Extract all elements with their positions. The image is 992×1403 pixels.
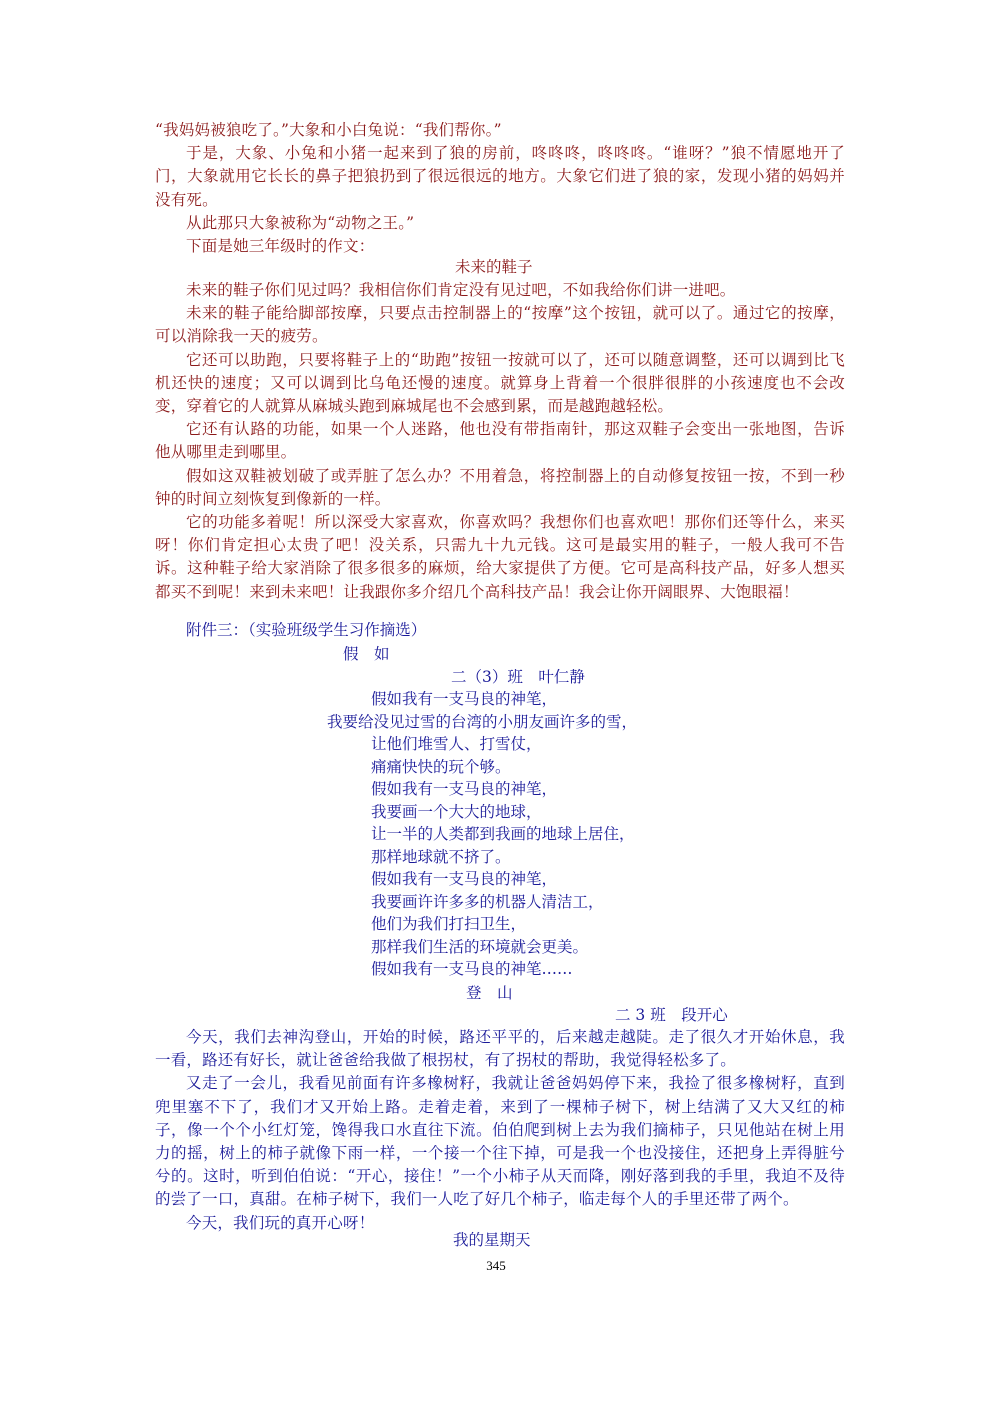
poem-line: 痛痛快快的玩个够。 — [371, 758, 511, 776]
paragraph: 它的功能多着呢！所以深受大家喜欢，你喜欢吗？我想你们也喜欢吧！那你们还等什么，来买呀！你们肯定担心太贵了吧！没关系，只需九十九元钱。这可是最实用的鞋子，一般人我可不告诉。这种鞋子给大家消除了很多很多的麻烦，给大家提供了方便。它可是高科技产品，好多人想买都买不到呢！来到未来吧！让我跟你多介绍几个高科技产品！我会让你开阔眼界、大饱眼福！ — [155, 513, 845, 601]
appendix-heading: 附件三：（实验班级学生习作摘选） — [186, 621, 427, 639]
paragraph: 今天，我们玩的真开心呀！ — [186, 1213, 375, 1232]
poem-line: 那样我们生活的环境就会更美。 — [371, 938, 589, 956]
paragraph: 假如这双鞋被划破了或弄脏了怎么办？不用着急，将控制器上的自动修复按钮一按，不到一秒钟的时间立刻恢复到像新的一样。 — [155, 466, 845, 508]
next-essay-title: 我的星期天 — [453, 1231, 531, 1249]
paragraph: 从此那只大象被称为“动物之王。” — [186, 213, 415, 232]
poem-line: 他们为我们打扫卫生， — [371, 915, 527, 933]
paragraph: 它还有认路的功能，如果一个人迷路，他也没有带指南针，那这双鞋子会变出一张地图，告诉他从哪里走到哪里。 — [155, 420, 845, 462]
paragraph: 未来的鞋子你们见过吗？我相信你们肯定没有见过吧，不如我给你们讲一进吧。 — [186, 281, 736, 299]
paragraph: 又走了一会儿，我看见前面有许多橡树籽，我就让爸爸妈妈停下来，我捡了很多橡树籽，直到兜里塞不下了，我们才又开始上路。走着走着，来到了一棵柿子树下，树上结满了又大又红的柿子，像一个个小红灯笼，馋得我口水直往下流。伯伯爬到树上去为我们摘柿子，只见他站在树上用力的摇，树上的柿子就像下雨一样，一个接一个往下掉，可是我一个也没接住，还把身上弄得脏兮兮的。这时，听到伯伯说：“开心，接住！”一个小柿子从天而降，刚好落到我的手里，我迫不及待的尝了一口，真甜。在柿子树下，我们一人吃了好几个柿子，临走每个人的手里还带了两个。 — [155, 1074, 845, 1209]
poem-line: 我要画一个大大的地球， — [371, 803, 542, 821]
essay3-author: 二 3 班 段开心 — [615, 1006, 728, 1024]
essay1-end — [155, 119, 845, 258]
poem-line: 我要给没见过雪的台湾的小朋友画许多的雪， — [327, 713, 638, 731]
essay3-title: 登 山 — [466, 984, 513, 1002]
essay2-body — [155, 279, 845, 604]
poem-line: 让他们堆雪人、打雪仗， — [371, 735, 542, 753]
paragraph: 今天，我们去神沟登山，开始的时候，路还平平的，后来越走越陡。走了很久才开始休息，我一看，路还有好长，就让爸爸给我做了根拐杖，有了拐杖的帮助，我觉得轻松多了。 — [155, 1028, 845, 1070]
page-number: 345 — [486, 1258, 506, 1273]
essay2-title: 未来的鞋子 — [455, 258, 533, 276]
poem-title: 假 如 — [343, 645, 390, 663]
paragraph: 下面是她三年级时的作文： — [186, 237, 375, 256]
poem-line: 假如我有一支马良的神笔， — [371, 690, 558, 708]
paragraph: 它还可以助跑，只要将鞋子上的“助跑”按钮一按就可以了，还可以随意调整，还可以调到比飞机还快的速度；又可以调到比乌龟还慢的速度。就算身上背着一个很胖很胖的小孩速度也不会改变，穿着它的人就算从麻城头跑到麻城尾也不会感到累，而是越跑越轻松。 — [155, 350, 845, 416]
poem-line: 假如我有一支马良的神笔…… — [371, 960, 573, 978]
paragraph: “我妈妈被狼吃了。”大象和小白兔说：“我们帮你。” — [155, 121, 502, 139]
paragraph: 于是，大象、小兔和小猪一起来到了狼的房前，咚咚咚，咚咚咚。“谁呀？”狼不情愿地开了门，大象就用它长长的鼻子把狼扔到了很远很远的地方。大象它们进了狼的家，发现小猪的妈妈并没有死。 — [155, 144, 845, 209]
poem-line: 让一半的人类都到我画的地球上居住， — [371, 825, 635, 843]
essay3-body — [155, 1026, 845, 1235]
poem-line: 假如我有一支马良的神笔， — [371, 780, 558, 798]
poem-author: 二（3）班 叶仁静 — [451, 668, 585, 686]
paragraph: 未来的鞋子能给脚部按摩，只要点击控制器上的“按摩”这个按钮，就可以了。通过它的按摩，可以消除我一天的疲劳。 — [155, 304, 845, 346]
poem-line: 那样地球就不挤了。 — [371, 848, 511, 866]
poem-line: 假如我有一支马良的神笔， — [371, 870, 558, 888]
poem-line: 我要画许许多多的机器人清洁工， — [371, 893, 604, 911]
